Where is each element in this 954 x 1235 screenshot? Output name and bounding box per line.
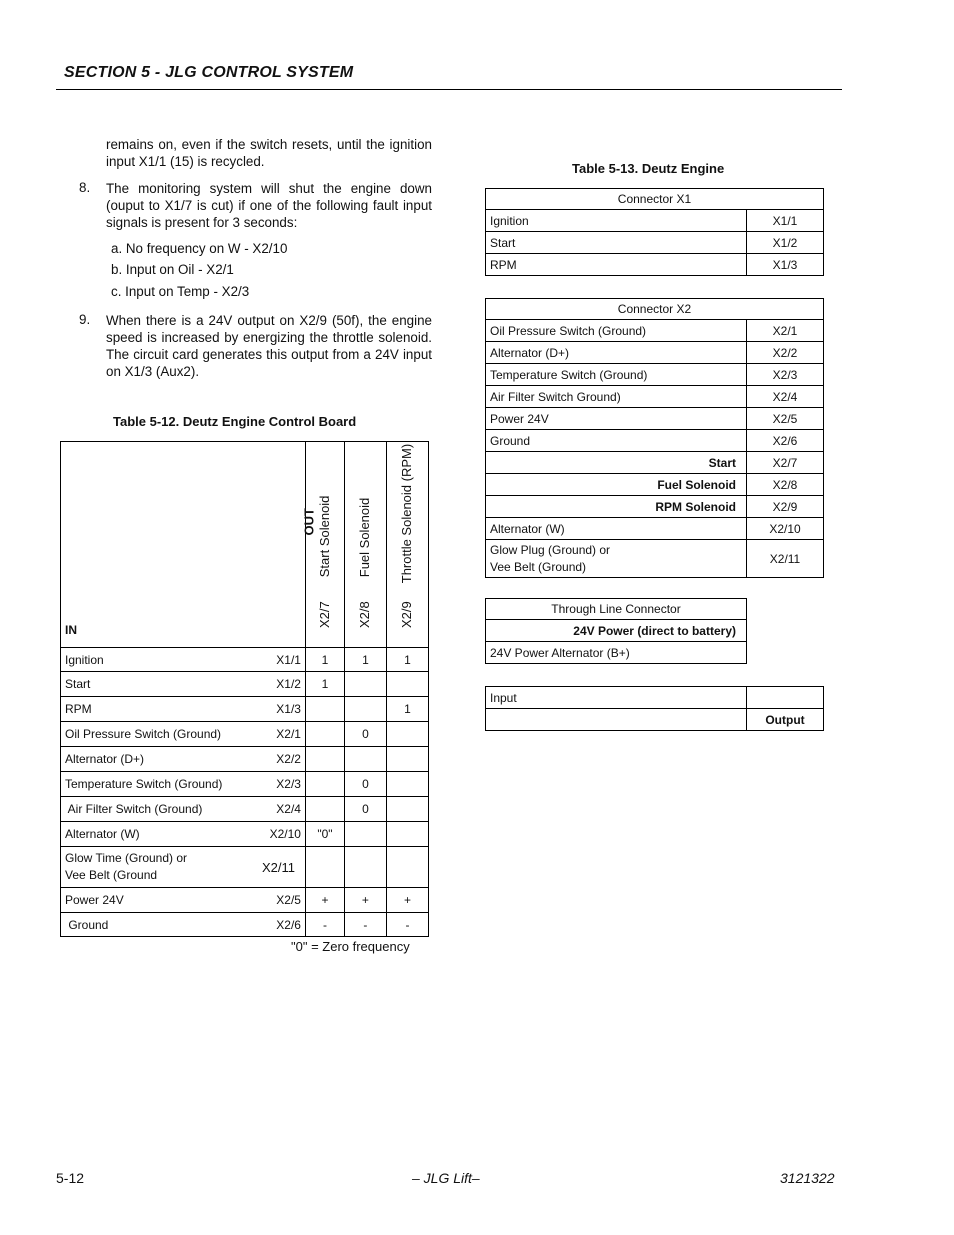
row-code: X2/2 bbox=[747, 342, 824, 364]
cell-value bbox=[344, 672, 386, 697]
row-label: Ground bbox=[486, 430, 747, 452]
column-header-fuel bbox=[344, 442, 386, 648]
cell-value: 1 bbox=[344, 648, 386, 672]
row-code: X2/2 bbox=[276, 752, 301, 766]
row-code: X2/3 bbox=[747, 364, 824, 386]
cell-value: 0 bbox=[344, 772, 386, 797]
cell-value bbox=[305, 697, 344, 722]
row-code: X2/1 bbox=[276, 727, 301, 741]
row-label: RPM bbox=[486, 254, 747, 276]
row-label: Glow Time (Ground) or bbox=[65, 851, 188, 865]
table-row bbox=[486, 430, 824, 452]
cell-value bbox=[305, 772, 344, 797]
connector-x2-table bbox=[485, 298, 824, 578]
cell-value bbox=[344, 747, 386, 772]
table-row bbox=[61, 722, 429, 747]
cell-value bbox=[305, 722, 344, 747]
row-label: Alternator (D+) bbox=[65, 752, 145, 766]
cell-value bbox=[344, 822, 386, 847]
legend-input-swatch bbox=[747, 687, 824, 709]
row-label: RPM Solenoid bbox=[486, 496, 747, 518]
cell-value: 1 bbox=[305, 672, 344, 697]
table-row bbox=[486, 386, 824, 408]
row-code: X2/7 bbox=[747, 452, 824, 474]
table-12-caption: Table 5-12. Deutz Engine Control Board bbox=[113, 414, 357, 429]
zero-frequency-note: "0" = Zero frequency bbox=[291, 939, 410, 954]
row-code: X2/3 bbox=[276, 777, 301, 791]
connector-x2-header: Connector X2 bbox=[486, 299, 824, 320]
through-line-header: Through Line Connector bbox=[486, 599, 747, 620]
cell-value bbox=[305, 847, 344, 888]
row-label: Vee Belt (Ground bbox=[65, 868, 158, 882]
footer-brand: – JLG Lift– bbox=[412, 1170, 480, 1186]
row-label: Temperature Switch (Ground) bbox=[486, 364, 747, 386]
cell-value bbox=[344, 697, 386, 722]
row-label: Oil Pressure Switch (Ground) bbox=[486, 320, 747, 342]
table-row bbox=[61, 847, 429, 888]
cell-value: + bbox=[386, 888, 428, 913]
column-name: Start Solenoid bbox=[316, 495, 332, 578]
table-row bbox=[486, 232, 824, 254]
cell-value bbox=[386, 672, 428, 697]
table-row bbox=[486, 518, 824, 540]
row-code: X2/6 bbox=[276, 917, 301, 932]
row-code: X2/4 bbox=[276, 802, 301, 816]
through-line-row: 24V Power Alternator (B+) bbox=[486, 642, 747, 664]
row-code: X1/3 bbox=[747, 254, 824, 276]
subitem-b: b. Input on Oil - X2/1 bbox=[111, 262, 234, 277]
row-label: Power 24V bbox=[65, 893, 124, 907]
connector-x1-table bbox=[485, 188, 824, 276]
table-row bbox=[486, 452, 824, 474]
row-code: X2/8 bbox=[747, 474, 824, 496]
table-row bbox=[61, 697, 429, 722]
row-label: Alternator (D+) bbox=[486, 342, 747, 364]
row-code: X1/2 bbox=[276, 677, 301, 691]
document-number: 3121322 bbox=[780, 1170, 835, 1186]
table-row bbox=[486, 342, 824, 364]
column-name: Fuel Solenoid bbox=[357, 497, 373, 578]
row-code: X1/1 bbox=[747, 210, 824, 232]
cell-value bbox=[386, 772, 428, 797]
table-row bbox=[486, 540, 824, 578]
row-code: X2/11 bbox=[747, 540, 824, 578]
legend-input: Input bbox=[486, 687, 747, 709]
table-row bbox=[486, 364, 824, 386]
row-label: Air Filter Switch Ground) bbox=[486, 386, 747, 408]
table-header-row bbox=[61, 442, 429, 648]
through-line-bold-row: 24V Power (direct to battery) bbox=[486, 620, 747, 642]
column-header-throttle bbox=[386, 442, 428, 648]
row-code: X1/3 bbox=[276, 702, 301, 716]
cell-value: "0" bbox=[305, 822, 344, 847]
row-label: Air Filter Switch (Ground) bbox=[65, 802, 203, 816]
cell-value bbox=[386, 822, 428, 847]
cell-value bbox=[386, 747, 428, 772]
table-row bbox=[486, 320, 824, 342]
cell-value bbox=[386, 847, 428, 888]
through-line-table bbox=[485, 598, 747, 664]
table-row bbox=[61, 888, 429, 913]
column-code: X2/8 bbox=[357, 601, 373, 628]
table-row bbox=[61, 672, 429, 697]
row-code: X2/5 bbox=[276, 893, 301, 907]
deutz-control-board-table bbox=[60, 441, 429, 937]
row-label: Oil Pressure Switch (Ground) bbox=[65, 727, 222, 741]
table-row bbox=[486, 408, 824, 430]
continuation-paragraph: remains on, even if the switch resets, until the ignition input X1/1 (15) is recycled. bbox=[106, 137, 432, 169]
row-label: RPM bbox=[65, 702, 92, 716]
legend-output-swatch bbox=[486, 709, 747, 731]
cell-value bbox=[344, 847, 386, 888]
cell-value: - bbox=[386, 913, 428, 937]
cell-value bbox=[305, 747, 344, 772]
section-title: SECTION 5 - JLG CONTROL SYSTEM bbox=[64, 64, 354, 81]
subitem-a: a. No frequency on W - X2/10 bbox=[111, 241, 288, 256]
row-code: X2/11 bbox=[261, 859, 295, 875]
row-label: Alternator (W) bbox=[65, 827, 140, 841]
table-row bbox=[486, 474, 824, 496]
cell-value: + bbox=[305, 888, 344, 913]
row-label: Start bbox=[486, 232, 747, 254]
in-out-header-cell bbox=[61, 442, 316, 648]
cell-value bbox=[386, 797, 428, 822]
table-row bbox=[61, 747, 429, 772]
cell-value bbox=[386, 722, 428, 747]
cell-value: 1 bbox=[305, 648, 344, 672]
column-code: X2/7 bbox=[316, 601, 332, 628]
row-label: Start bbox=[65, 677, 91, 691]
cell-value: 1 bbox=[386, 697, 428, 722]
row-label: Ignition bbox=[486, 210, 747, 232]
column-name: Throttle Solenoid (RPM) bbox=[399, 443, 415, 584]
item-9-text: When there is a 24V output on X2/9 (50f), the engine speed is increased by energizing the throttle solenoid. The circuit card generates this output from a 24V input on X1/3 (Aux2). bbox=[106, 313, 432, 379]
row-code: X2/5 bbox=[747, 408, 824, 430]
out-label: OUT bbox=[300, 508, 316, 536]
item-8-text: The monitoring system will shut the engine down (ouput to X1/7 is cut) if one of the following fault input signals is present for 3 seconds: bbox=[106, 181, 432, 230]
cell-value: 0 bbox=[344, 797, 386, 822]
cell-value: + bbox=[344, 888, 386, 913]
table-row bbox=[61, 822, 429, 847]
table-row bbox=[486, 210, 824, 232]
row-label: Fuel Solenoid bbox=[486, 474, 747, 496]
cell-value: 1 bbox=[386, 648, 428, 672]
row-code: X1/2 bbox=[747, 232, 824, 254]
cell-value bbox=[305, 797, 344, 822]
row-label: Temperature Switch (Ground) bbox=[65, 777, 223, 791]
row-label: Glow Plug (Ground) or bbox=[490, 542, 611, 557]
table-row bbox=[61, 797, 429, 822]
cell-value: - bbox=[344, 913, 386, 937]
table-row bbox=[61, 913, 429, 937]
item-8-number: 8. bbox=[79, 180, 91, 195]
row-code: X2/1 bbox=[747, 320, 824, 342]
row-code: X2/9 bbox=[747, 496, 824, 518]
row-code: X2/4 bbox=[747, 386, 824, 408]
row-label: Vee Belt (Ground) bbox=[490, 559, 587, 574]
row-code: X2/10 bbox=[269, 827, 301, 841]
column-code: X2/9 bbox=[399, 601, 415, 628]
legend-table bbox=[485, 686, 824, 731]
row-label: Ground bbox=[65, 917, 109, 932]
row-label: Alternator (W) bbox=[486, 518, 747, 540]
column-header-start bbox=[305, 442, 344, 648]
subitem-c: c. Input on Temp - X2/3 bbox=[111, 284, 250, 299]
header-divider bbox=[56, 89, 842, 90]
row-code: X2/10 bbox=[747, 518, 824, 540]
row-code: X2/6 bbox=[747, 430, 824, 452]
item-9-number: 9. bbox=[79, 312, 91, 327]
table-row bbox=[61, 772, 429, 797]
in-label: IN bbox=[65, 623, 77, 637]
legend-output: Output bbox=[747, 709, 824, 731]
row-label: Power 24V bbox=[486, 408, 747, 430]
table-row bbox=[486, 254, 824, 276]
row-code: X1/1 bbox=[276, 652, 301, 667]
connector-x1-header: Connector X1 bbox=[486, 189, 824, 210]
page-number: 5-12 bbox=[56, 1170, 85, 1186]
cell-value: 0 bbox=[344, 722, 386, 747]
table-row bbox=[486, 496, 824, 518]
row-label: Ignition bbox=[65, 652, 104, 667]
table-13-caption: Table 5-13. Deutz Engine bbox=[572, 161, 725, 176]
row-label: Start bbox=[486, 452, 747, 474]
cell-value: - bbox=[305, 913, 344, 937]
table-row bbox=[61, 648, 429, 672]
